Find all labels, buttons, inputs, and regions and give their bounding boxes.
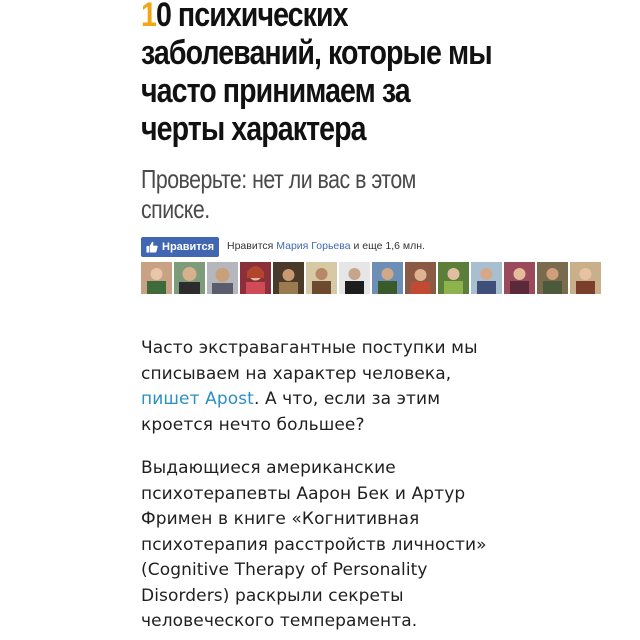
paragraph-line: (Cognitive Therapy of Personality: [141, 560, 428, 580]
paragraph-line: Disorders) раскрыли секреты: [141, 585, 404, 606]
thumbs-up-icon: [146, 241, 158, 253]
headline-line-2: заболеваний, которые мы: [141, 34, 492, 72]
headline-line-1: 10 психических: [141, 0, 536, 34]
subtitle-line-1: Проверьте: нет ли вас в этом: [141, 164, 416, 194]
facebook-like-button[interactable]: [141, 237, 219, 257]
paragraph-line: психотерапевты Аарон Бек и Артур: [141, 483, 466, 504]
avatar[interactable]: [537, 262, 568, 294]
paragraph-line: пишет Apost. А что, если за этим: [141, 389, 441, 409]
avatar[interactable]: [339, 262, 370, 294]
like-summary: Нравится Мария Горьева и еще 1,6 млн.: [227, 240, 425, 252]
avatar[interactable]: [141, 262, 172, 294]
subtitle-line-2: списке.: [141, 194, 210, 224]
avatar[interactable]: [273, 262, 304, 294]
paragraph-line: Фримен в книге «Когнитивная: [141, 509, 420, 529]
headline-number-accent: 1: [141, 0, 156, 34]
avatar[interactable]: [207, 262, 238, 294]
body-paragraph: [141, 456, 611, 635]
paragraph-line: кроется нечто большее?: [141, 414, 365, 435]
paragraph-line: психотерапия расстройств личности»: [141, 534, 487, 555]
intro-paragraph: [141, 336, 611, 438]
avatar[interactable]: [504, 262, 535, 294]
avatar[interactable]: [174, 262, 205, 294]
paragraph-line: Часто экстравагантные поступки мы: [141, 338, 478, 358]
headline-line-3: часто принимаем за: [141, 72, 410, 110]
facebook-like-widget: [141, 237, 611, 257]
source-link-apost[interactable]: пишет Apost: [141, 389, 254, 409]
paragraph-line: Выдающиеся американские: [141, 458, 396, 478]
avatar[interactable]: [405, 262, 436, 294]
like-button-label: Нравится: [162, 241, 215, 253]
headline-line-4: черты характера: [141, 110, 366, 148]
avatar[interactable]: [438, 262, 469, 294]
liker-avatars: [141, 262, 601, 294]
avatar[interactable]: [471, 262, 502, 294]
paragraph-line: списываем на характер человека,: [141, 363, 452, 384]
liker-name-link[interactable]: Мария Горьева: [276, 240, 351, 252]
avatar[interactable]: [570, 262, 601, 294]
avatar[interactable]: [372, 262, 403, 294]
paragraph-line: человеческого темперамента.: [141, 611, 418, 631]
article-headline: [141, 0, 536, 148]
avatar[interactable]: [240, 262, 271, 294]
avatar[interactable]: [306, 262, 337, 294]
article-subtitle: [141, 164, 526, 224]
